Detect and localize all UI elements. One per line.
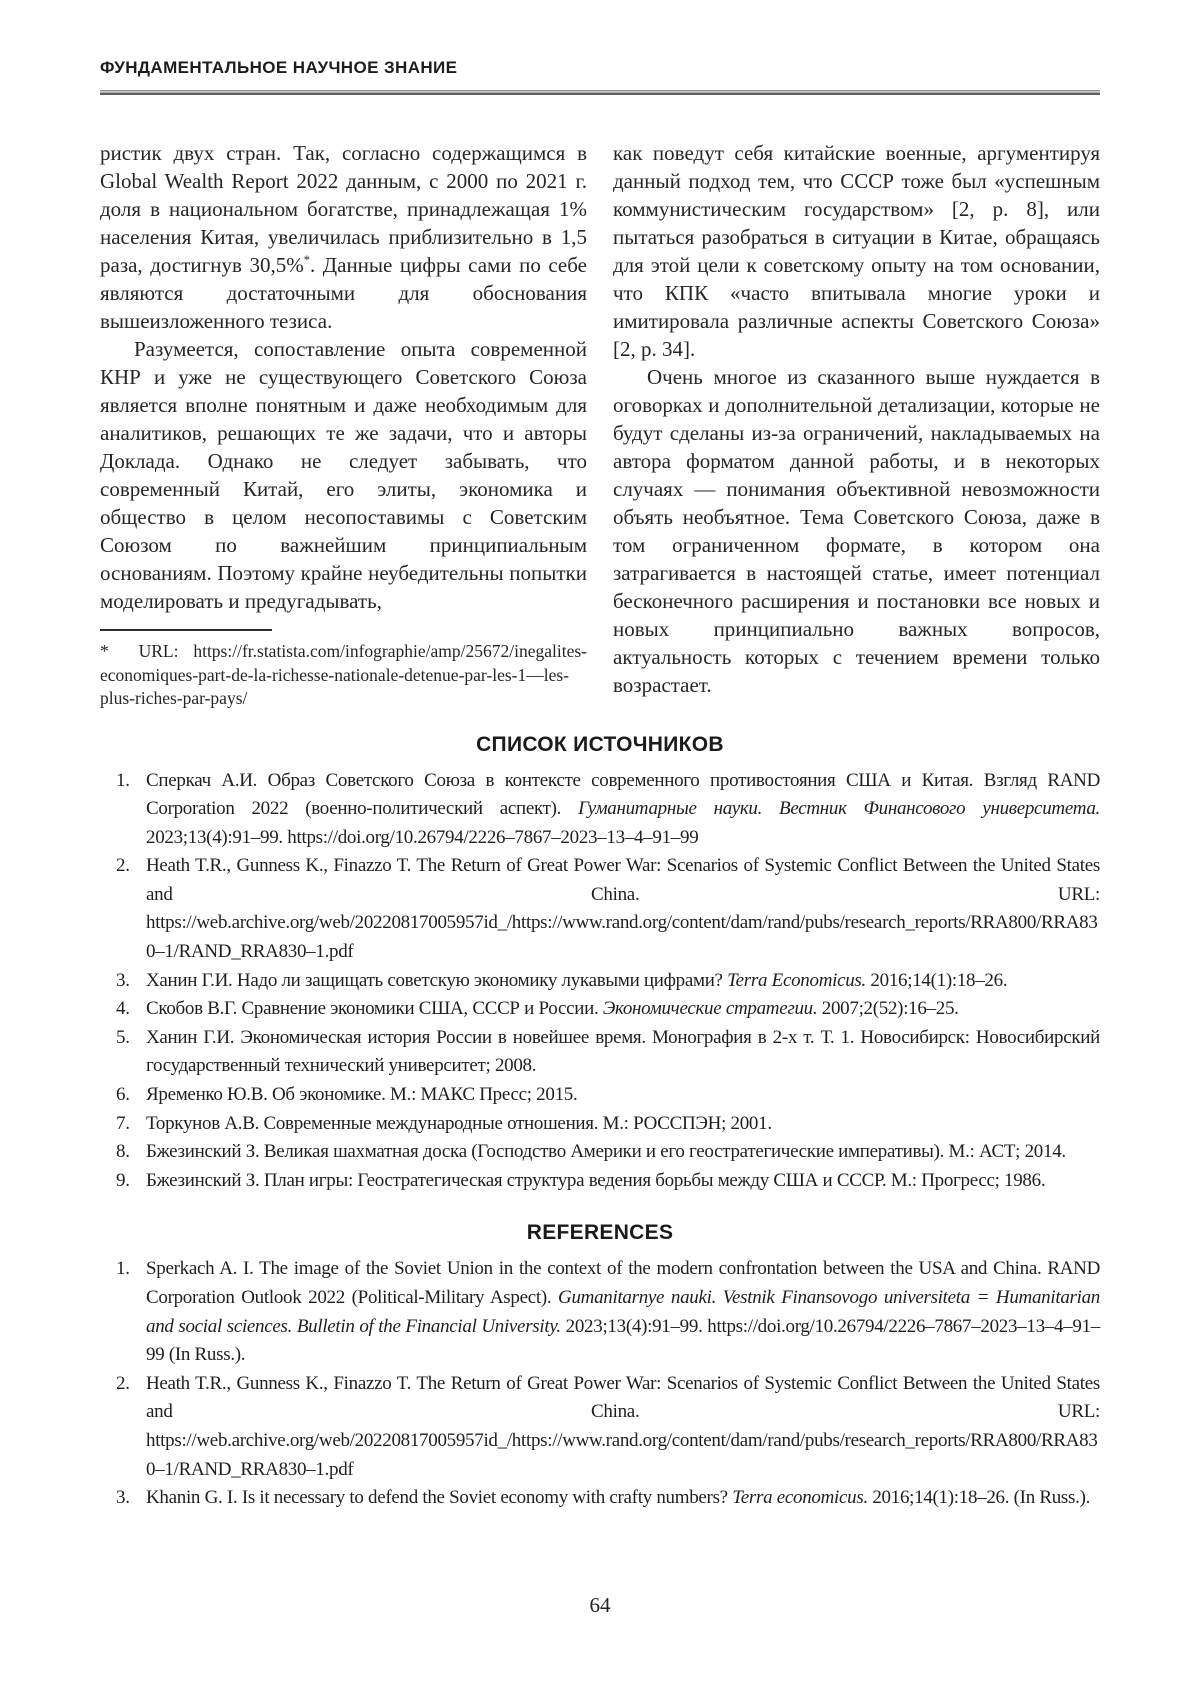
ref-number: 1. [116, 1258, 130, 1280]
article-column-right [613, 139, 1100, 699]
source-item: 3. Ханин Г.И. Надо ли защищать советскую экономику лукавыми цифрами? Terra Economicus. 2016;14(1):18–26. [100, 967, 1100, 996]
source-item: 5. Ханин Г.И. Экономическая история России в новейшее время. Монография в 2-х т. Т. 1. Новосибирск: Новосибирский государственный технический университет; 2008. [100, 1024, 1100, 1081]
ref-number: 3. [116, 969, 130, 991]
running-head: ФУНДАМЕНТАЛЬНОЕ НАУЧНОЕ ЗНАНИЕ [100, 58, 458, 77]
ref-number: 9. [116, 1169, 130, 1191]
footnote-rule [100, 629, 272, 631]
references-heading: REFERENCES [526, 1221, 674, 1245]
source-item: 6. Яременко Ю.В. Об экономике. М.: МАКС Пресс; 2015. [100, 1081, 1100, 1110]
footnote-url: URL: https://fr.statista.com/infographie/amp/25672/inegalites-economiques-part-de-la-richesse-nationale-detenue-par-les-1—les-plus-riches-par-pays/ [100, 641, 587, 708]
source-item: 4. Скобов В.Г. Сравнение экономики США, СССР и России. Экономические стратегии. 2007;2(52):16–25. [100, 995, 1100, 1024]
article-column-left [100, 139, 587, 711]
ref-number: 2. [116, 855, 130, 877]
source-item: 8. Бжезинский З. Великая шахматная доска (Господство Америки и его геостратегические императивы). М.: АСТ; 2014. [100, 1138, 1100, 1167]
footnote-text [100, 640, 587, 711]
article-body [100, 139, 1100, 711]
references-list [100, 1255, 1100, 1512]
paragraph: ристик двух стран. Так, согласно содержащимся в Global Wealth Report 2022 данным, с 2000 по 2021 г. доля в национальном богатстве, принадлежащая 1% населения Китая, увеличилась приблизительно в 1,5 раза, достигнув 30,5%*. Данные цифры сами по себе являются достаточными для обоснования вышеизложенного тезиса. [100, 141, 587, 333]
source-item: 7. Торкунов А.В. Современные международные отношения. М.: РОССПЭН; 2001. [100, 1110, 1100, 1139]
sources-heading: СПИСОК ИСТОЧНИКОВ [476, 732, 724, 756]
footnote [100, 629, 587, 711]
footnote-marker: * [100, 641, 109, 661]
ref-number: 8. [116, 1141, 130, 1163]
paragraph: Разумеется, сопоставление опыта современной КНР и уже не существующего Советского Союза является вполне понятным и даже необходимым для аналитиков, решающих те же задачи, что и авторы Доклада. Однако не следует забывать, что современный Китай, его элиты, экономика и общество в целом несопоставимы с Советским Союзом по важнейшим принципиальным основаниям. Поэтому крайне неубедительны попытки моделировать и предугадывать, [100, 337, 587, 613]
ref-number: 5. [116, 1026, 130, 1048]
source-item: 2. Heath T.R., Gunness K., Finazzo T. The Return of Great Power War: Scenarios of Systemic Conflict Between the United States and China. URL: https://web.archive.org/web/20220817005957id_/https://www.rand.org/content/dam/rand/pubs/research_reports/RRA800/RRA830–1/RAND_RRA830–1.pdf [100, 852, 1100, 966]
left-column-paragraphs [100, 139, 587, 615]
reference-item: 1. Sperkach A. I. The image of the Soviet Union in the context of the modern confrontation between the USA and China. RAND Corporation Outlook 2022 (Political-Military Aspect). Gumanitarnye nauki. Vestnik Finansovogo universiteta = Humanitarian and social sciences. Bulletin of the Financial University. 2023;13(4):91–99. https://doi.org/10.26794/2226–7867–2023–13–4–91–99 (In Russ.). [100, 1255, 1100, 1369]
paragraph: как поведут себя китайские военные, аргументируя данный подход тем, что СССР тоже был «успешным коммунистическим государством» [2, p. 8], или пытаться разобраться в ситуации в Китае, обращаясь для этой цели к советскому опыту на том основании, что КПК «часто впитывала многие уроки и имитировала различные аспекты Советского Союза» [2, p. 34]. [613, 141, 1100, 361]
source-item: 1. Сперкач А.И. Образ Советского Союза в контексте современного противостояния США и Китая. Взгляд RAND Corporation 2022 (военно-политический аспект). Гуманитарные науки. Вестник Финансового университета. 2023;13(4):91–99. https://doi.org/10.26794/2226–7867–2023–13–4–91–99 [100, 767, 1100, 853]
ref-number: 1. [116, 769, 130, 791]
right-column-paragraphs [613, 139, 1100, 699]
sources-list [100, 767, 1100, 1196]
header-rule [100, 90, 1100, 95]
ref-number: 3. [116, 1487, 130, 1509]
ref-number: 4. [116, 998, 130, 1020]
ref-number: 7. [116, 1112, 130, 1134]
reference-item: 2. Heath T.R., Gunness K., Finazzo T. The Return of Great Power War: Scenarios of Systemic Conflict Between the United States and China. URL: https://web.archive.org/web/20220817005957id_/https://www.rand.org/content/dam/rand/pubs/research_reports/RRA800/RRA830–1/RAND_RRA830–1.pdf [100, 1370, 1100, 1484]
reference-item: 3. Khanin G. I. Is it necessary to defend the Soviet economy with crafty numbers? Terra economicus. 2016;14(1):18–26. (In Russ.). [100, 1484, 1100, 1513]
ref-number: 2. [116, 1372, 130, 1394]
paragraph: Очень многое из сказанного выше нуждается в оговорках и дополнительной детализации, которые не будут сделаны из-за ограничений, накладываемых на автора форматом данной работы, и в некоторых случаях — понимания объективной невозможности объять необъятное. Тема Советского Союза, даже в том ограниченном формате, в котором она затрагивается в настоящей статье, имеет потенциал бесконечного расширения и постановки все новых и новых принципиально важных вопросов, актуальность которых с течением времени только возрастает. [613, 365, 1100, 697]
source-item: 9. Бжезинский З. План игры: Геостратегическая структура ведения борьбы между США и СССР. М.: Прогресс; 1986. [100, 1167, 1100, 1196]
ref-number: 6. [116, 1084, 130, 1106]
page-number: 64 [589, 1593, 611, 1617]
